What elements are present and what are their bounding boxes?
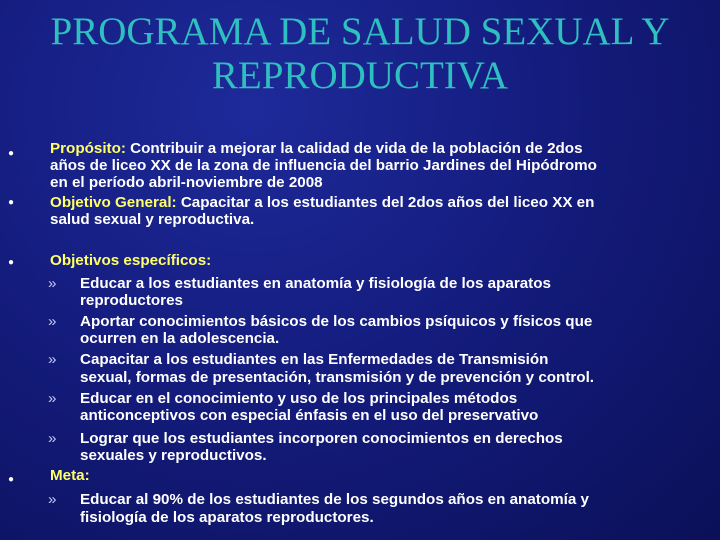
sub-marker-icon: » [48,390,57,407]
objetivo-general-line-2: salud sexual y reproductiva. [50,211,255,228]
sub-marker-icon: » [48,275,57,292]
round-bullet-icon [8,149,18,159]
objetivos-especificos-label: Objetivos específicos: [50,252,212,269]
proposito-line-3: en el período abril-noviembre de 2008 [50,174,323,191]
objetivos-especificos-heading [50,252,211,270]
objetivo-general-line-1 [50,194,594,212]
objetivo-especifico-5-line-1: Lograr que los estudiantes incorporen conocimientos en derechos [80,430,563,447]
meta-item-line-1: Educar al 90% de los estudiantes de los segundos años en anatomía y [80,491,589,508]
round-bullet-icon [8,475,18,485]
slide-title-line-2: REPRODUCTIVA [211,54,509,97]
proposito-label: Propósito: [50,140,126,157]
objetivo-especifico-1-line-2: reproductores [80,292,183,309]
objetivo-especifico-4-line-2: anticonceptivos con especial énfasis en el uso del preservativo [80,407,539,424]
sub-marker-icon: » [48,491,57,508]
objetivo-especifico-3-line-2: sexual, formas de presentación, transmisión y de prevención y control. [80,369,595,386]
objetivo-especifico-3-line-1: Capacitar a los estudiantes en las Enfermedades de Transmisión [80,351,549,368]
objetivo-especifico-2-line-2: ocurren en la adolescencia. [80,330,280,347]
round-bullet-icon [8,198,18,208]
meta-heading [50,467,90,485]
slide-title-line-1: PROGRAMA DE SALUD SEXUAL Y [50,10,670,53]
sub-marker-icon: » [48,351,57,368]
objetivo-especifico-2-line-1: Aportar conocimientos básicos de los cambios psíquicos y físicos que [80,313,593,330]
proposito-line-1 [50,140,583,158]
sub-marker-icon: » [48,430,57,447]
sub-marker-icon: » [48,313,57,330]
round-bullet-icon [8,258,18,268]
objetivo-general-label: Objetivo General: [50,194,177,211]
objetivo-especifico-5-line-2: sexuales y reproductivos. [80,447,267,464]
proposito-text: Contribuir a mejorar la calidad de vida de la población de 2dos [125,140,583,157]
objetivo-especifico-4-line-1: Educar en el conocimiento y uso de los principales métodos [80,390,518,407]
objetivo-especifico-1-line-1: Educar a los estudiantes en anatomía y fisiología de los aparatos [80,275,551,292]
meta-item-line-2: fisiología de los aparatos reproductores. [80,509,374,526]
objetivo-general-text: Capacitar a los estudiantes del 2dos años del liceo XX en [176,194,595,211]
proposito-line-2: años de liceo XX de la zona de influencia del barrio Jardines del Hipódromo [50,157,597,174]
meta-label: Meta: [50,467,90,484]
